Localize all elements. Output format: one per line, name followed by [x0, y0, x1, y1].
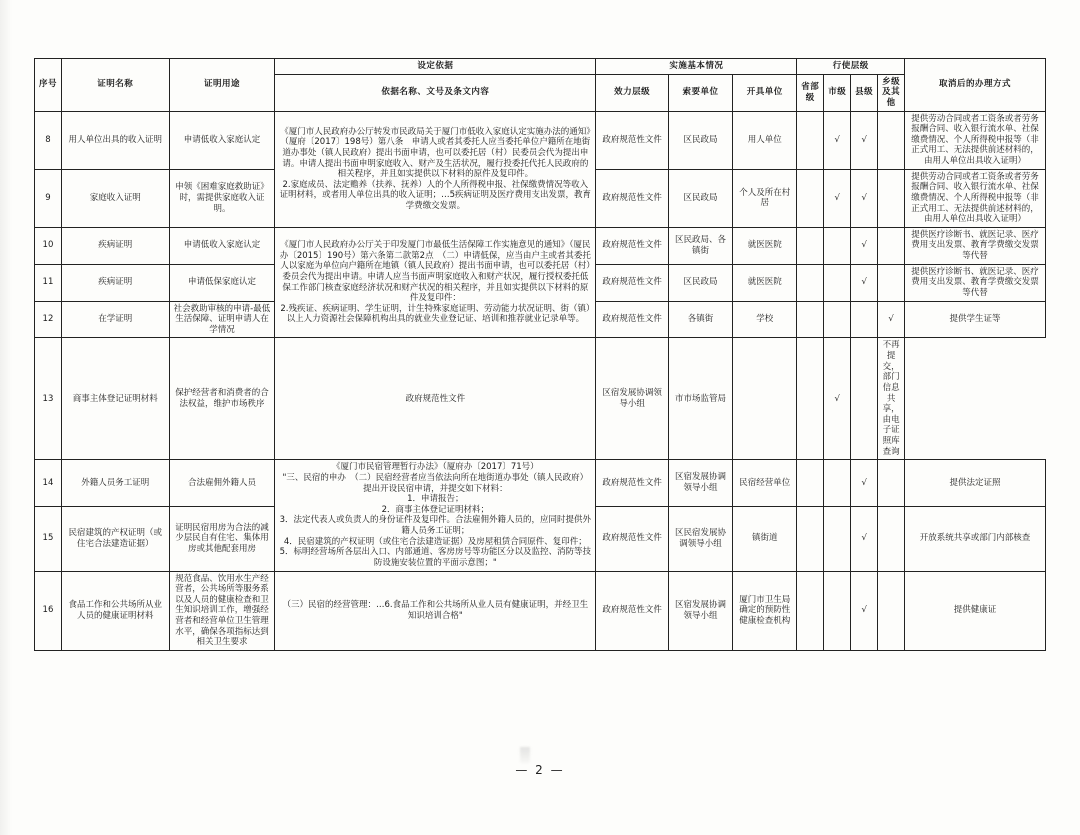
cell-main-unit: 区民政局 [668, 264, 732, 301]
cell-effect-level: 政府规范性文件 [275, 338, 596, 460]
header-city: 市级 [824, 74, 851, 111]
cell-cert-name: 在学证明 [61, 301, 169, 338]
cell-issue-unit: 就医医院 [733, 264, 797, 301]
cell-main-unit: 区宿发展协调领导小组 [596, 338, 669, 460]
cell-no: 12 [35, 301, 62, 338]
cell-county: √ [851, 169, 878, 227]
cell-city [824, 264, 851, 301]
header-implementation-group: 实施基本情况 [596, 59, 797, 75]
cell-no: 10 [35, 227, 62, 264]
certificate-cancellation-table [34, 58, 1046, 651]
header-main-unit: 索要单位 [668, 74, 732, 111]
cell-county: √ [851, 264, 878, 301]
cell-main-unit: 区民政局 [668, 111, 732, 169]
cell-city [824, 506, 851, 571]
cell-no: 8 [35, 111, 62, 169]
header-cert-name: 证明名称 [61, 59, 169, 112]
page-edge-shading [0, 0, 12, 835]
page-number: — 2 — [515, 763, 565, 777]
cell-provincial [797, 506, 824, 571]
cell-issue-unit: 用人单位 [733, 111, 797, 169]
cell-cert-name: 外籍人员务工证明 [61, 460, 169, 506]
table-row [35, 338, 1046, 460]
cell-no: 9 [35, 169, 62, 227]
cell-cert-name: 商事主体登记证明材料 [61, 338, 169, 460]
cell-cert-name: 食品工作和公共场所从业人员的健康证明材料 [61, 571, 169, 650]
cell-result: 提供劳动合同或者工资条或者劳务报酬合同、收入银行流水单、社保缴费情况、个人所得税申报等（非正式用工、无法提供前述材料的，由用人单位出具收入证明） [905, 111, 1046, 169]
cell-result: 提供学生证等 [905, 301, 1046, 338]
header-effect-level: 效力层级 [596, 74, 669, 111]
cell-cert-usage: 申领《困难家庭救助证》时，需提供家庭收入证明。 [169, 169, 275, 227]
cell-county: √ [851, 111, 878, 169]
cell-township-other [878, 506, 905, 571]
cell-main-unit: 各镇街 [668, 301, 732, 338]
table-body [35, 111, 1046, 650]
cell-issue-unit: 民宿经营单位 [733, 460, 797, 506]
cell-provincial [797, 227, 824, 264]
cell-city [824, 460, 851, 506]
table-row [35, 571, 1046, 650]
cell-city: √ [824, 111, 851, 169]
table-row [35, 460, 1046, 506]
header-basis-detail: 依据名称、文号及条文内容 [275, 74, 596, 111]
cell-provincial [733, 338, 797, 460]
cell-city [824, 571, 851, 650]
cell-county [851, 301, 878, 338]
cell-effect-level: 政府规范性文件 [596, 169, 669, 227]
table-row [35, 227, 1046, 264]
cell-provincial [797, 460, 824, 506]
cell-township-other: √ [878, 301, 905, 338]
cell-provincial [797, 571, 824, 650]
cell-basis-detail: 《厦门市民宿管理暂行办法》（厦府办〔2017〕71号） "三、民宿的申办 （二）民宿经营者应当依法向所在地街道办事处（镇人民政府）提出开设民宿申请，并提交如下材料： 1．申请报告； 2．商事主体登记证明材料； 3．法定代表人或负责人的身份证件及复印件。合法雇佣外籍人员的，应同时提供外籍人员务工证明； 4．民宿建筑的产权证明（或住宅合法建造证据）及房屋租赁合同原件、复印件； 5．标明经营场所各层出入口、内部通道、客房房号等功能区分以及监控、消防等技防设施安装位置的平面示意图；" [275, 460, 596, 571]
cell-effect-level: 政府规范性文件 [596, 571, 669, 650]
cell-city [824, 227, 851, 264]
cell-result: 提供法定证照 [905, 460, 1046, 506]
cell-effect-level: 政府规范性文件 [596, 460, 669, 506]
cell-cert-usage: 保护经营者和消费者的合法权益，维护市场秩序 [169, 338, 275, 460]
header-issue-unit: 开具单位 [733, 74, 797, 111]
cell-main-unit: 区宿发展协调领导小组 [668, 460, 732, 506]
cell-result: 提供医疗诊断书、就医记录、医疗费用支出发票、教育学费缴交发票等代替 [905, 227, 1046, 264]
cell-city: √ [824, 169, 851, 227]
cell-cert-name: 用人单位出具的收入证明 [61, 111, 169, 169]
header-no: 序号 [35, 59, 62, 112]
cell-township-other [878, 460, 905, 506]
cell-issue-unit: 就医医院 [733, 227, 797, 264]
cell-main-unit: 区民政局、各镇街 [668, 227, 732, 264]
cell-cert-usage: 社会救助审核的申请-最低生活保障、证明申请人在学情况 [169, 301, 275, 338]
cell-cert-usage: 申请低保家庭认定 [169, 264, 275, 301]
cell-cert-name: 家庭收入证明 [61, 169, 169, 227]
cell-result: 不再提交，部门信息共享，由电子证照库查询 [878, 338, 905, 460]
cell-provincial [797, 264, 824, 301]
cell-main-unit: 区宿发展协调领导小组 [668, 571, 732, 650]
cell-issue-unit: 厦门市卫生局确定的预防性健康检查机构 [733, 571, 797, 650]
cell-cert-name: 疾病证明 [61, 227, 169, 264]
cell-effect-level: 政府规范性文件 [596, 301, 669, 338]
header-handle-after-cancel: 取消后的办理方式 [905, 59, 1046, 112]
table-row [35, 111, 1046, 169]
header-exercise-group: 行使层级 [797, 59, 905, 75]
cell-township-other [878, 111, 905, 169]
cell-cert-usage: 规范食品、饮用水生产经营者，公共场所等服务系以及人员的健康检查和卫生知识培训工作，增强经营者和经营单位卫生管理水平，确保各项指标达到相关卫生要求 [169, 571, 275, 650]
header-township-other: 乡级及其他 [878, 74, 905, 111]
cell-cert-usage: 证明民宿用房为合法的减少层民自有住宅、集体用房或其他配套用房 [169, 506, 275, 571]
cell-township-other [878, 227, 905, 264]
cell-no: 11 [35, 264, 62, 301]
cell-township-other [878, 571, 905, 650]
cell-result: 提供劳动合同或者工资条或者劳务报酬合同、收入银行流水单、社保缴费情况、个人所得税申报等（非正式用工、无法提供前述材料的，由用人单位出具收入证明） [905, 169, 1046, 227]
cell-cert-usage: 合法雇佣外籍人员 [169, 460, 275, 506]
cell-issue-unit: 镇街道 [733, 506, 797, 571]
cell-no: 14 [35, 460, 62, 506]
cell-no: 16 [35, 571, 62, 650]
cell-township-other [878, 264, 905, 301]
cell-cert-name: 民宿建筑的产权证明（或住宅合法建造证据） [61, 506, 169, 571]
cell-city [797, 338, 824, 460]
cell-township-other [851, 338, 878, 460]
cell-county: √ [824, 338, 851, 460]
cell-cert-usage: 申请低收入家庭认定 [169, 227, 275, 264]
cell-result: 提供健康证 [905, 571, 1046, 650]
cell-cert-usage: 申请低收入家庭认定 [169, 111, 275, 169]
cell-county: √ [851, 460, 878, 506]
cell-basis-detail: （三）民宿的经营管理：…6.食品工作和公共场所从业人员有健康证明，并经卫生知识培训合格" [275, 571, 596, 650]
cell-county: √ [851, 227, 878, 264]
cell-city [824, 301, 851, 338]
cell-county: √ [851, 571, 878, 650]
cell-effect-level: 政府规范性文件 [596, 506, 669, 571]
cell-provincial [797, 301, 824, 338]
cell-no: 13 [35, 338, 62, 460]
cell-township-other [878, 169, 905, 227]
cell-result: 提供医疗诊断书、就医记录、医疗费用支出发票、教育学费缴交发票等代替 [905, 264, 1046, 301]
header-county: 县级 [851, 74, 878, 111]
cell-county: √ [851, 506, 878, 571]
cell-basis-detail: 《厦门市人民政府办公厅关于印发厦门市最低生活保障工作实施意见的通知》（厦民办〔2015〕190号）第六条第二款第2点 （二）申请低保，应当由户主或者其委托人以家庭为单位向户籍所在地镇（镇人民政府）提出书面申请，也可以委托居（村）委员会代为提出申请。申请人应当书面声明家庭收入和财产状况，履行授权委托低保工作部门核查家庭经济状况和财产状况的相关程序，并且如实提供以下材料的原件及复印件： 2.残疾证、疾病证明、学生证明，计生特殊家庭证明、劳动能力状况证明、街（镇）以上人力资源社会保障机构出具的就业失业登记证、培训和推荐就业记录单等。 [275, 227, 596, 338]
cell-effect-level: 政府规范性文件 [596, 227, 669, 264]
table-header [35, 59, 1046, 112]
cell-main-unit: 区民政局 [668, 169, 732, 227]
header-provincial: 省部级 [797, 74, 824, 111]
cell-result: 开放系统共享或部门内部核查 [905, 506, 1046, 571]
cell-provincial [797, 111, 824, 169]
cell-issue-unit: 学校 [733, 301, 797, 338]
cell-cert-name: 疾病证明 [61, 264, 169, 301]
header-basis-group: 设定依据 [275, 59, 596, 75]
cell-issue-unit: 市市场监管局 [668, 338, 732, 460]
cell-basis-detail: 《厦门市人民政府办公厅转发市民政局关于厦门市低收入家庭认定实施办法的通知》（厦府〔2017〕198号）第八条 申请人或者其委托人应当委托单位户籍所在地街道办事处（镇人民政府）提出书面申请，也可以委托居（村）民委员会代为提出申请。申请人提出书面申明家庭收入、财产及生活状况，履行投委托代托人民政府的相关程序，并且如实提供以下材料的原件及复印件。 2.家庭成员、法定赡养（扶养、抚养）人的个人所得税申报、社保缴费情况等收入证明材料，或者用人单位出具的收入证明；…5疾病证明及医疗费用支出发票，教育学费缴交发票。 [275, 111, 596, 227]
cell-main-unit: 区民宿发展协调领导小组 [668, 506, 732, 571]
cell-issue-unit: 个人及所在村居 [733, 169, 797, 227]
header-cert-usage: 证明用途 [169, 59, 275, 112]
cell-effect-level: 政府规范性文件 [596, 264, 669, 301]
cell-no: 15 [35, 506, 62, 571]
cell-provincial [797, 169, 824, 227]
scan-artifact [520, 747, 530, 763]
cell-effect-level: 政府规范性文件 [596, 111, 669, 169]
